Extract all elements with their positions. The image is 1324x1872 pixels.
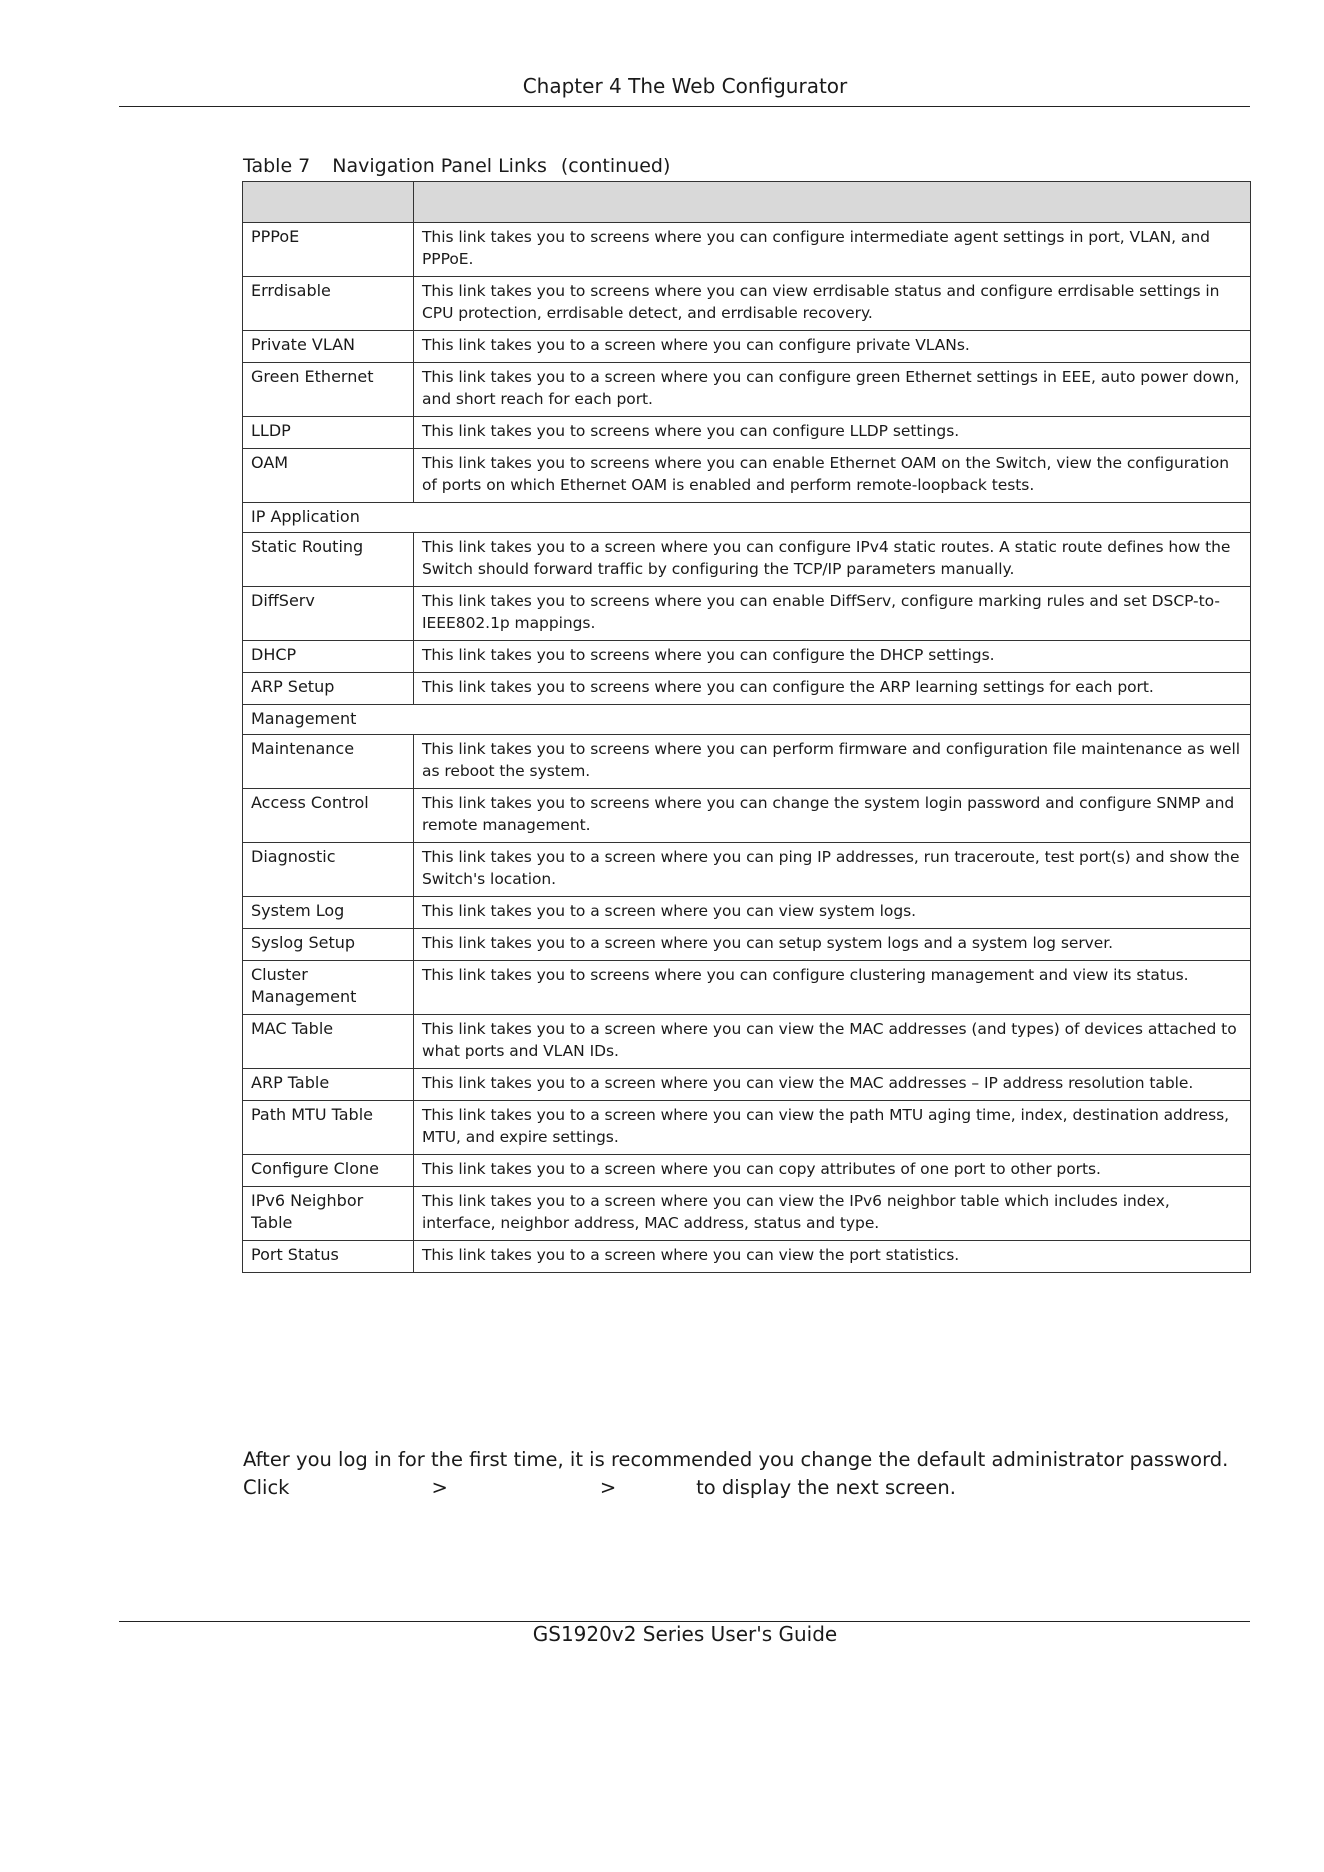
- paragraph-line-2: [243, 1474, 1253, 1502]
- link-description-cell: This link takes you to screens where you can view errdisable status and configure errdisable settings in CPU protection, errdisable detect, and errdisable recovery.: [414, 277, 1251, 331]
- link-description-cell: This link takes you to a screen where you can view the port statistics.: [414, 1241, 1251, 1273]
- link-description-cell: This link takes you to a screen where you can setup system logs and a system log server.: [414, 929, 1251, 961]
- link-name-cell: ARP Table: [243, 1069, 414, 1101]
- table-row: [243, 897, 1251, 929]
- table-row: [243, 735, 1251, 789]
- link-description-cell: This link takes you to a screen where you can configure private VLANs.: [414, 331, 1251, 363]
- link-description-cell: This link takes you to a screen where you can copy attributes of one port to other ports.: [414, 1155, 1251, 1187]
- table-row: [243, 449, 1251, 503]
- table-header-row: [243, 182, 1251, 223]
- table-body: [243, 223, 1251, 1273]
- password-recommendation-paragraph: [243, 1446, 1253, 1502]
- link-name-cell: Errdisable: [243, 277, 414, 331]
- chapter-header: Chapter 4 The Web Configurator: [522, 74, 848, 98]
- table-row: [243, 641, 1251, 673]
- table-row: [243, 533, 1251, 587]
- link-name-cell: Port Status: [243, 1241, 414, 1273]
- link-name-cell: DiffServ: [243, 587, 414, 641]
- link-description-cell: This link takes you to a screen where you can ping IP addresses, run traceroute, test port(s) and show the Switch's location.: [414, 843, 1251, 897]
- link-description-cell: This link takes you to a screen where you can view the MAC addresses (and types) of devices attached to what ports and VLAN IDs.: [414, 1015, 1251, 1069]
- link-name-cell: Static Routing: [243, 533, 414, 587]
- link-description-cell: This link takes you to a screen where you can view the path MTU aging time, index, destination address, MTU, and expire settings.: [414, 1101, 1251, 1155]
- table-row: [243, 929, 1251, 961]
- table-header-link-cell: [243, 182, 414, 223]
- link-description-cell: This link takes you to screens where you can configure the DHCP settings.: [414, 641, 1251, 673]
- table-row: [243, 277, 1251, 331]
- paragraph-end-text: to display the next screen.: [696, 1476, 956, 1499]
- table-row: [243, 587, 1251, 641]
- link-name-cell: OAM: [243, 449, 414, 503]
- link-name-cell: LLDP: [243, 417, 414, 449]
- link-description-cell: This link takes you to a screen where you can configure green Ethernet settings in EEE, auto power down, and short reach for each port.: [414, 363, 1251, 417]
- table-row: [243, 223, 1251, 277]
- table-row: [243, 1241, 1251, 1273]
- link-name-cell: Maintenance: [243, 735, 414, 789]
- table-row: [243, 363, 1251, 417]
- link-name-cell: Green Ethernet: [243, 363, 414, 417]
- table-row: [243, 843, 1251, 897]
- link-description-cell: This link takes you to a screen where you can view system logs.: [414, 897, 1251, 929]
- link-description-cell: This link takes you to screens where you can configure LLDP settings.: [414, 417, 1251, 449]
- link-name-cell: Diagnostic: [243, 843, 414, 897]
- link-name-cell: MAC Table: [243, 1015, 414, 1069]
- link-name-cell: Syslog Setup: [243, 929, 414, 961]
- link-description-cell: This link takes you to a screen where you can view the MAC addresses – IP address resolution table.: [414, 1069, 1251, 1101]
- table-row: [243, 673, 1251, 705]
- table-section-row: [243, 705, 1251, 735]
- table-row: [243, 331, 1251, 363]
- guide-footer: GS1920v2 Series User's Guide: [532, 1622, 838, 1646]
- navigation-links-table: [242, 181, 1251, 1273]
- link-name-cell: Cluster Management: [243, 961, 414, 1015]
- link-name-cell: System Log: [243, 897, 414, 929]
- menu-path-separator-1: >: [431, 1476, 448, 1499]
- table-section-row: [243, 503, 1251, 533]
- link-name-cell: Private VLAN: [243, 331, 414, 363]
- table-row: [243, 1069, 1251, 1101]
- link-description-cell: This link takes you to screens where you can configure the ARP learning settings for each port.: [414, 673, 1251, 705]
- link-description-cell: This link takes you to screens where you can configure clustering management and view its status.: [414, 961, 1251, 1015]
- link-name-cell: IPv6 Neighbor Table: [243, 1187, 414, 1241]
- table-caption-title: Navigation Panel Links: [332, 155, 547, 177]
- table-header-description-cell: [414, 182, 1251, 223]
- table-caption-continued: (continued): [560, 155, 671, 177]
- link-description-cell: This link takes you to screens where you can enable DiffServ, configure marking rules and set DSCP-to-IEEE802.1p mappings.: [414, 587, 1251, 641]
- link-description-cell: This link takes you to screens where you can change the system login password and configure SNMP and remote management.: [414, 789, 1251, 843]
- header-divider: [119, 106, 1250, 107]
- table-caption: [243, 155, 670, 177]
- link-name-cell: DHCP: [243, 641, 414, 673]
- link-name-cell: ARP Setup: [243, 673, 414, 705]
- table-row: [243, 1015, 1251, 1069]
- table-caption-number: Table 7: [243, 155, 311, 177]
- section-label: Management: [243, 705, 1251, 735]
- link-description-cell: This link takes you to screens where you can perform firmware and configuration file maintenance as well as reboot the system.: [414, 735, 1251, 789]
- link-name-cell: PPPoE: [243, 223, 414, 277]
- table-row: [243, 789, 1251, 843]
- table-row: [243, 1187, 1251, 1241]
- table-row: [243, 1155, 1251, 1187]
- link-description-cell: This link takes you to screens where you can enable Ethernet OAM on the Switch, view the configuration of ports on which Ethernet OAM is enabled and perform remote-loopback tests.: [414, 449, 1251, 503]
- link-description-cell: This link takes you to screens where you can configure intermediate agent settings in port, VLAN, and PPPoE.: [414, 223, 1251, 277]
- link-name-cell: Configure Clone: [243, 1155, 414, 1187]
- link-description-cell: This link takes you to a screen where you can configure IPv4 static routes. A static route defines how the Switch should forward traffic by configuring the TCP/IP parameters manually.: [414, 533, 1251, 587]
- table-row: [243, 961, 1251, 1015]
- paragraph-click-text: Click: [243, 1476, 290, 1499]
- link-name-cell: Path MTU Table: [243, 1101, 414, 1155]
- link-description-cell: This link takes you to a screen where you can view the IPv6 neighbor table which includes index, interface, neighbor address, MAC address, status and type.: [414, 1187, 1251, 1241]
- menu-path-separator-2: >: [599, 1476, 617, 1499]
- table-row: [243, 417, 1251, 449]
- section-label: IP Application: [243, 503, 1251, 533]
- paragraph-line-1: After you log in for the first time, it is recommended you change the default administrator password.: [243, 1448, 1229, 1471]
- link-name-cell: Access Control: [243, 789, 414, 843]
- table-row: [243, 1101, 1251, 1155]
